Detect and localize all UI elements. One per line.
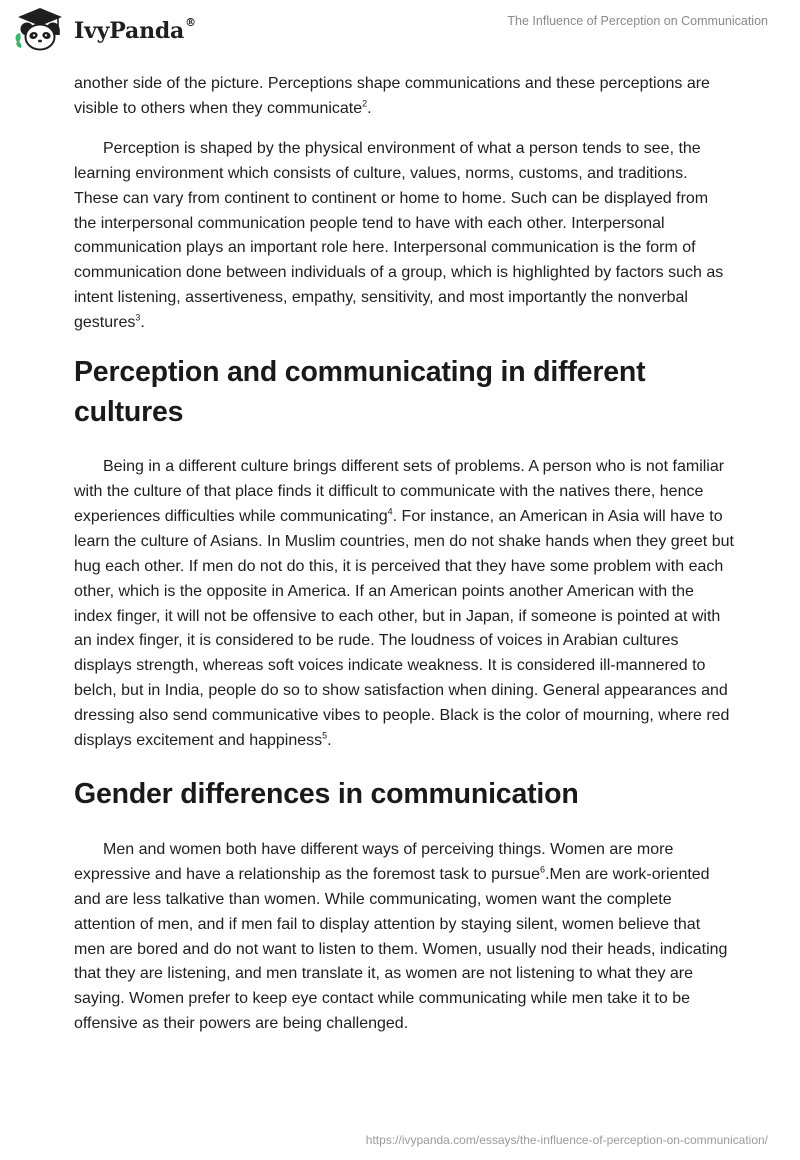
footnote-ref[interactable]: 5 xyxy=(322,730,328,741)
page-header xyxy=(0,0,800,64)
paragraph: Being in a different culture brings different sets of problems. A person who is not familiar with the culture of that place finds it difficult to communicate with the natives there, hence experiences difficulties while communicating$^4$. For instance, an American in Asia will have to learn the culture of Asians. In Muslim countries, men do not shake hands when they greet but hug each other. If men do not do this, it is perceived that they have some problem with each other, which is the opposite in America. If an American points another American with the index finger, it will not be offensive to each other, but in Japan, if someone is pointed at with an index finger, it is considered to be rude. The loudness of voices in Arabian cultures displays strength, whereas soft voices indicate weakness. It is considered ill-mannered to belch, but in India, people do so to show satisfaction when dining. General appearances and dressing also send communicative vibes to people. Black is the color of mourning, where red displays excitement and happiness$^5$. xyxy=(74,458,734,750)
paragraph: Men and women both have different ways of perceiving things. Women are more expressive and have a relationship as the foremost task to pursue$^6$.Men are work-oriented and are less talkative than women. While communicating, women want the complete attention of men, and if men fail to display attention by staying silent, women believe that men are bored and do not want to listen to them. Women, usually nod their heads, indicating that they are listening, and men translate it, as women are not listening to what they are saying. Women prefer to keep eye contact while communicating while men take it to be offensive as their powers are being challenged. xyxy=(74,840,728,1033)
footnote-ref[interactable]: 2 xyxy=(362,98,368,109)
footnote-ref[interactable]: 4 xyxy=(387,506,393,517)
registered-mark: ® xyxy=(185,16,196,29)
essay-body xyxy=(74,72,734,1037)
logo-text: IvyPanda® xyxy=(74,16,196,44)
section-heading: Perception and communicating in different cultures xyxy=(74,356,646,429)
source-url[interactable]: https://ivypanda.com/essays/the-influence-of-perception-on-communication/ xyxy=(365,1133,768,1147)
ivypanda-logo[interactable] xyxy=(14,6,196,52)
paragraph: another side of the picture. Perceptions shape communications and these perceptions are visible to others when they communicate$^2$. xyxy=(74,75,710,117)
paragraph: Perception is shaped by the physical environment of what a person tends to see, the learning environment which consists of culture, values, norms, customs, and traditions. These can vary from continent to continent or home to home. Such can be displayed from the interpersonal communication people tend to have with each other. Interpersonal communication plays an important role here. Interpersonal communication is the form of communication done between individuals of a group, which is highlighted by factors such as intent listening, assertiveness, empathy, sensitivity, and most importantly the nonverbal gestures$^3$. xyxy=(74,139,724,332)
section-heading: Gender differences in communication xyxy=(74,777,579,810)
panda-graduate-icon xyxy=(14,6,66,52)
footnote-ref[interactable]: 6 xyxy=(540,864,546,875)
document-title: The Influence of Perception on Communication xyxy=(507,14,768,28)
footnote-ref[interactable]: 3 xyxy=(135,312,141,323)
